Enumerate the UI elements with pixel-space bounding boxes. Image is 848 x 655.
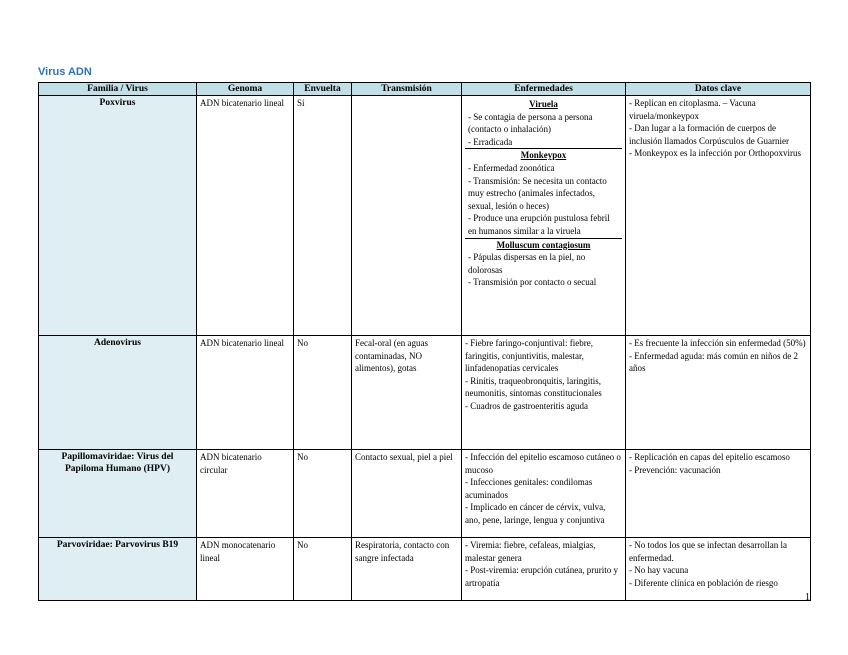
list-item: - Transmisión: Se necesita un contacto muy estrecho (animales infectados, sexual, lesión o heces): [468, 175, 607, 211]
column-header-transmission: Transmisión: [352, 83, 462, 96]
virus-table: [38, 82, 811, 601]
family-cell: Papillomaviridae: Virus del Papiloma Humano (HPV): [39, 450, 197, 538]
column-header-diseases: Enfermedades: [462, 83, 626, 96]
list-item: - Enfermedad zoonótica: [468, 162, 555, 173]
key-data-cell: [626, 450, 811, 538]
genome-cell: ADN bicatenario lineal: [197, 96, 294, 336]
transmission-cell: Respiratoria, contacto con sangre infectada: [352, 538, 462, 601]
diseases-cell: [462, 336, 626, 450]
envelope-cell: No: [294, 538, 352, 601]
list-item: - Replican en citoplasma. – Vacuna viruela/monkeypox: [629, 98, 756, 121]
list-item: - No todos los que se infectan desarrollan la enfermedad.: [629, 540, 787, 563]
disease-title: Molluscum contagiosum: [496, 239, 591, 250]
list-item: - Dan lugar a la formación de cuerpos de inclusión llamados Corpúsculos de Guarnier: [629, 123, 789, 146]
diseases-cell: [462, 96, 626, 336]
list-item: - Produce una erupción pustulosa febril en humanos similar a la viruela: [468, 213, 610, 236]
list-item: - Erradicada: [468, 136, 513, 147]
transmission-cell: Fecal-oral (en aguas contaminadas, NO alimentos), gotas: [352, 336, 462, 450]
list-item: - Es frecuente la infección sin enfermedad (50%): [629, 338, 806, 348]
list-item: - Monkeypox es la infección por Orthopoxvirus: [629, 148, 801, 159]
genome-cell: ADN monocatenario lineal: [197, 538, 294, 601]
list-item: - Viremia: fiebre, cefaleas, mialgias, malestar genera: [465, 540, 596, 563]
family-cell: Parvoviridae: Parvovirus B19: [39, 538, 197, 601]
column-header-genome: Genoma: [197, 83, 294, 96]
disease-title: Monkeypox: [520, 150, 567, 161]
family-cell: Poxvirus: [39, 96, 197, 336]
key-data-cell: [626, 96, 811, 336]
list-item: - Infecciones genitales: condilomas acuminados: [465, 477, 593, 500]
list-item: - Diferente clínica en población de riesgo: [629, 577, 778, 588]
table-row: [39, 538, 811, 601]
list-item: - Transmisión por contacto o secual: [468, 277, 597, 288]
table-row: [39, 450, 811, 538]
table-row: [39, 336, 811, 450]
list-item: - No hay vacuna: [629, 565, 689, 576]
envelope-cell: Sí: [294, 96, 352, 336]
disease-block: [465, 148, 622, 237]
table-header-row: [39, 83, 811, 96]
disease-title: Viruela: [529, 99, 558, 109]
list-item: - Pápulas dispersas en la piel, no dolorosas: [468, 252, 586, 275]
list-item: - Fiebre faringo-conjuntival: fiebre, faringitis, conjuntivitis, malestar, linfadenopatías cervicales: [465, 338, 593, 374]
envelope-cell: No: [294, 450, 352, 538]
envelope-cell: No: [294, 336, 352, 450]
list-item: - Se contagia de persona a persona (contacto o inhalación): [468, 111, 593, 135]
transmission-cell: Contacto sexual, piel a piel: [352, 450, 462, 538]
diseases-cell: [462, 538, 626, 601]
column-header-envelope: Envuelta: [294, 83, 352, 96]
column-header-key-data: Datos clave: [626, 83, 811, 96]
disease-block: [465, 97, 622, 148]
list-item: - Infección del epitelio escamoso cutáneo o mucoso: [465, 452, 621, 475]
key-data-cell: [626, 336, 811, 450]
genome-cell: ADN bicatenario circular: [197, 450, 294, 538]
list-item: - Prevención: vacunación: [629, 464, 721, 475]
key-data-cell: [626, 538, 811, 601]
list-item: - Cuadros de gastroenteritis aguda: [465, 400, 588, 411]
genome-cell: ADN bicatenario lineal: [197, 336, 294, 450]
page-number: 1: [805, 592, 810, 603]
table-row: [39, 96, 811, 336]
family-cell: Adenovirus: [39, 336, 197, 450]
list-item: - Replicación en capas del epitelio escamoso: [629, 452, 790, 462]
column-header-family: Familia / Virus: [39, 83, 197, 96]
list-item: - Post-viremia: erupción cutánea, prurito y artropatía: [465, 565, 618, 588]
list-item: - Rinitis, traqueobronquitis, laringitis, neumonitis, síntomas constitucionales: [465, 375, 602, 399]
disease-block: [465, 238, 622, 289]
list-item: - Implicado en cáncer de cérvix, vulva, ano, pene, laringe, lengua y conjuntiva: [465, 502, 606, 525]
diseases-cell: [462, 450, 626, 538]
list-item: - Enfermedad aguda: más común en niños de 2 años: [629, 350, 798, 374]
page-title: Virus ADN: [38, 66, 92, 78]
transmission-cell: [352, 96, 462, 336]
